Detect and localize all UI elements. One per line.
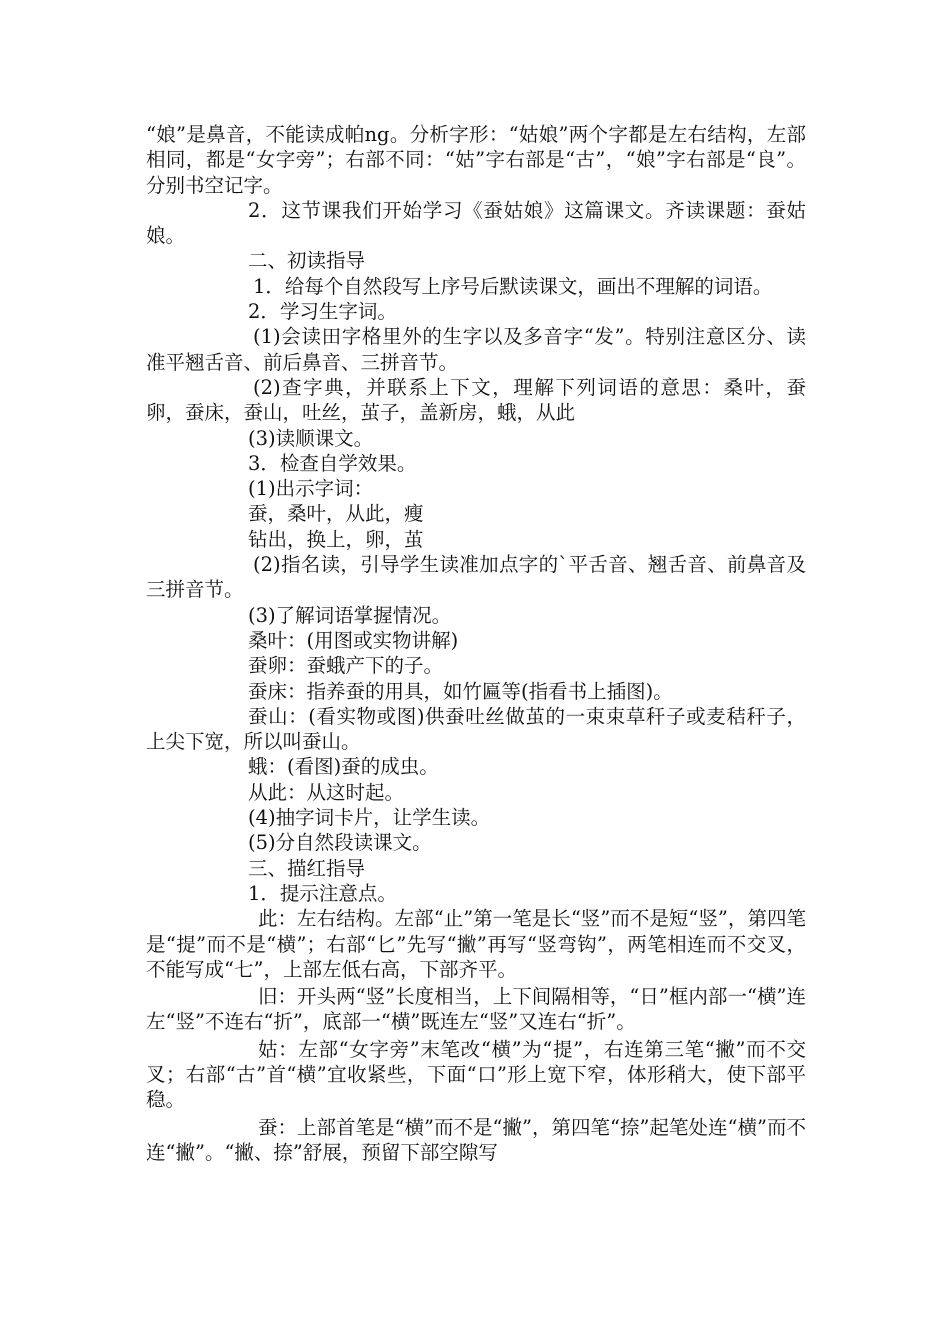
paragraph: (4)抽字词卡片，让学生读。 <box>248 806 491 830</box>
definition: 蛾：(看图)蚕的成虫。 <box>248 755 439 779</box>
paragraph: 2．这节课我们开始学习《蚕姑娘》这篇课文。齐读课题：蚕姑娘。 <box>146 198 806 248</box>
paragraph: “娘”是鼻音，不能读成帕ng。分析字形：“姑娘”两个字都是左右结构，左部相同，都是“女字旁”；右部不同：“姑”字右部是“古”，“娘”字右部是“良”。分别书空记字。 <box>146 123 806 197</box>
paragraph: 姑：左部“女字旁”末笔改“横”为“提”，右连第三笔“撇”而不交叉；右部“古”首“横”宜收紧些，下面“口”形上宽下窄，体形稍大，使下部平稳。 <box>146 1037 806 1112</box>
definition: 桑叶：(用图或实物讲解) <box>248 628 459 652</box>
paragraph: (3)了解词语掌握情况。 <box>248 603 452 627</box>
section-heading: 三、描红指导 <box>248 856 366 880</box>
word-list: 钻出，换上，卵，茧 <box>248 527 424 551</box>
definition: 蚕卵：蚕蛾产下的子。 <box>248 654 444 678</box>
section-heading: 二、初读指导 <box>248 249 366 273</box>
paragraph: 旧：开头两“竖”长度相当，上下间隔相等，“日”框内部一“横”连左“竖”不连右“折”，底部一“横”既连左“竖”又连右“折”。 <box>146 985 806 1034</box>
paragraph: 1．给每个自然段写上序号后默读课文，画出不理解的词语。 <box>253 274 773 298</box>
paragraph: 2．学习生字词。 <box>248 300 397 324</box>
paragraph: (1)出示字词： <box>248 477 374 501</box>
paragraph: (1)会读田字格里外的生字以及多音字“发”。特别注意区分、读准平翘舌音、前后鼻音、三拼音节。 <box>146 325 806 374</box>
paragraph: 3．检查自学效果。 <box>248 451 417 475</box>
document-page <box>146 122 806 1165</box>
word-list: 蚕，桑叶，从此，瘦 <box>248 502 424 526</box>
definition: 蚕床：指养蚕的用具，如竹匾等(指看书上插图)。 <box>248 679 673 703</box>
paragraph: (5)分自然段读课文。 <box>248 831 432 855</box>
definition: 蚕山：(看实物或图)供蚕吐丝做茧的一束束草秆子或麦秸秆子，上尖下宽，所以叫蚕山。 <box>146 704 806 754</box>
paragraph: 1．提示注意点。 <box>248 881 397 905</box>
definition: 从此：从这时起。 <box>248 780 405 804</box>
paragraph: 蚕：上部首笔是“横”而不是“撇”，第四笔“捺”起笔处连“横”而不连“撇”。“撇、捺”舒展，预留下部空隙写 <box>146 1115 806 1164</box>
paragraph: 此：左右结构。左部“止”第一笔是长“竖”而不是短“竖”，第四笔是“提”而不是“横”；右部“匕”先写“撇”再写“竖弯钩”，两笔相连而不交叉，不能写成“七”，上部左低右高，下部齐平。 <box>146 907 806 981</box>
paragraph: (2)查字典，并联系上下文，理解下列词语的意思：桑叶，蚕卵，蚕床，蚕山，吐丝，茧子，盖新房，蛾，从此 <box>146 375 806 425</box>
paragraph: (3)读顺课文。 <box>248 426 374 450</box>
paragraph: (2)指名读，引导学生读准加点字的`平舌音、翘舌音、前鼻音及三拼音节。 <box>146 553 806 602</box>
